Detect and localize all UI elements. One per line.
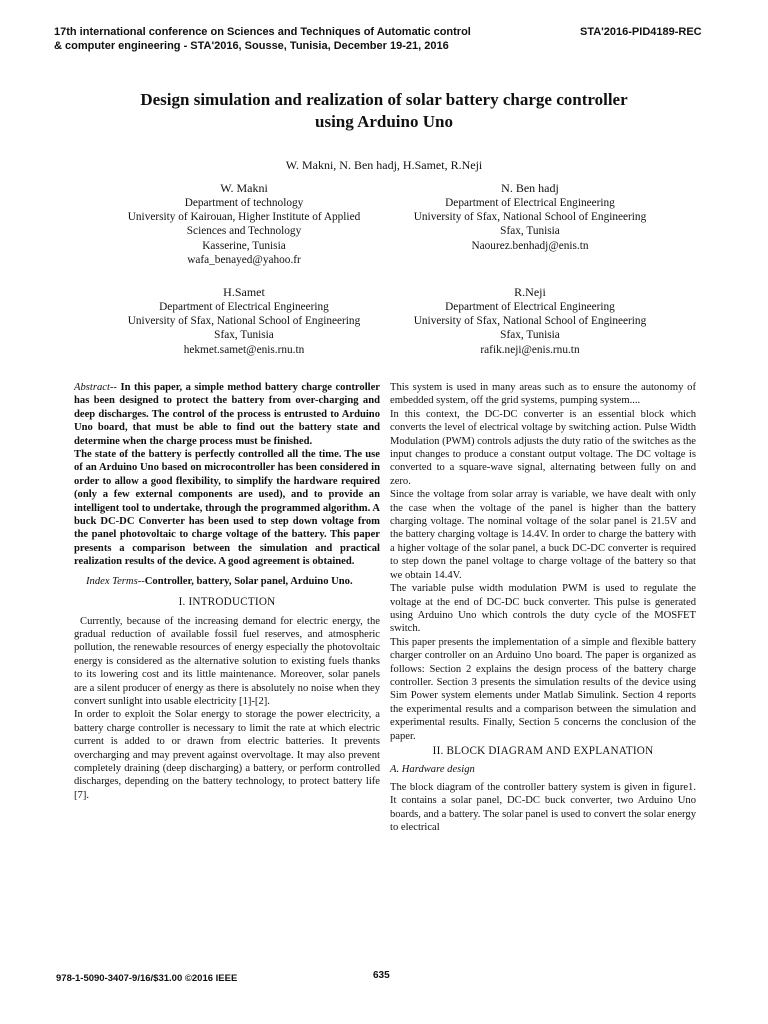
affiliation-samet [89, 284, 399, 357]
index-terms-text: Controller, battery, Solar panel, Arduino Uno. [144, 575, 353, 587]
affiliation-neji [375, 284, 685, 357]
right-column [390, 381, 696, 834]
affiliation-line: Sciences and Technology [186, 225, 302, 238]
abstract-paragraph [74, 381, 380, 448]
paper-title [60, 89, 708, 133]
author-email: rafik.neji@enis.rnu.tn [480, 343, 580, 356]
body-paragraph-3: Since the voltage from solar array is variable, we have dealt with only the case when the voltage of the panel is higher than the battery charging voltage. The nominal voltage of the solar panel is 21.5V and the battery charging voltage is 14.4V. In order to charge the battery with a higher voltage of the solar panel, a buck DC-DC converter is required to step down the panel voltage to charge voltage of the battery so that we obtain 14.4V. [390, 489, 696, 581]
section-heading-block-diagram: II. BLOCK DIAGRAM AND EXPLANATION [432, 744, 654, 757]
hardware-paragraph-1: The block diagram of the controller battery system is given in figure1. It contains a solar panel, DC-DC buck converter, two Arduino Uno boards, and a battery. The solar panel is used to convert the solar energy to electrical [390, 781, 696, 833]
author-name: N. Ben hadj [501, 181, 559, 195]
index-terms-label: Index Terms-- [86, 575, 145, 587]
index-terms [74, 575, 380, 588]
affiliation-line: University of Sfax, National School of Engineering [413, 315, 647, 328]
paper-id: STA'2016-PID4189-REC [580, 26, 702, 38]
affiliation-line: Department of Electrical Engineering [159, 301, 329, 313]
affiliation-benhadj [375, 180, 685, 253]
body-paragraph-5: This paper presents the implementation of a simple and flexible battery charger controller on an Arduino Uno board. The paper is organized as follows: Section 2 explains the design process of the battery charge controller. Section 3 presents the simulation results of the device using Sim Power system elements under Matlab Simulink. Section 4 reports the experimental results and a comparison between the simulation and experimental results. Finally, Section 5 concerns the conclusion of the paper. [390, 636, 696, 742]
conference-line-2: & computer engineering - STA'2016, Sousse, Tunisia, December 19-21, 2016 [54, 40, 449, 52]
page-number: 635 [373, 970, 390, 981]
body-paragraph-4: The variable pulse width modulation PWM is used to regulate the voltage at the end of DC-DC buck converter. This pulse is generated using Arduino Uno which controls the duty cycle of the MOSFET switch. [390, 583, 696, 635]
affiliation-line: Department of Electrical Engineering [445, 301, 615, 313]
affiliation-makni [89, 180, 399, 267]
conference-header [54, 25, 594, 53]
affiliation-line: Sfax, Tunisia [500, 225, 560, 238]
author-email: Naourez.benhadj@enis.tn [471, 239, 589, 252]
left-column [74, 381, 380, 802]
title-line-1: Design simulation and realization of solar battery charge controller [140, 90, 628, 109]
affiliation-line: University of Kairouan, Higher Institute of Applied [127, 211, 361, 224]
affiliation-line: Sfax, Tunisia [500, 329, 560, 342]
affiliation-line: Department of technology [184, 197, 304, 209]
subsection-heading-hardware: A. Hardware design [390, 764, 475, 776]
intro-paragraph-2: In order to exploit the Solar energy to storage the power electricity, a battery charge controller is necessary to limit the rate at which electric current is added to or drawn from electric batteries. It prevents overcharging and may prevent against overvoltage. It may also prevent completely draining (deep discharging) a battery, or perform controlled discharges, depending on the battery technology, to protect battery life [7]. [74, 709, 380, 801]
intro-paragraph-1: Currently, because of the increasing demand for electric energy, the gradual reduction of available fossil fuel reserves, and atmospheric pollution, the renewable resources of energy especially the photovoltaic energy is considered as the alternative solution to existing fuels thanks to its lowering cost and its little maintenance. Moreover, solar panels are a silent producer of energy as there is absolutely no noise when they convert sunlight into usable electricity [1]-[2]. [74, 615, 380, 707]
affiliation-line: Department of Electrical Engineering [445, 197, 615, 209]
section-heading-introduction: I. INTRODUCTION [178, 596, 276, 609]
author-name: H.Samet [223, 285, 265, 299]
body-paragraph-1: This system is used in many areas such as to ensure the autonomy of embedded system, off the grid systems, pumping system.... [390, 382, 696, 407]
footer-isbn: 978-1-5090-3407-9/16/$31.00 ©2016 IEEE [56, 973, 238, 984]
affiliation-line: University of Sfax, National School of Engineering [127, 315, 361, 328]
abstract-text-2: The state of the battery is perfectly controlled all the time. The use of an Arduino Uno based on microcontroller has been considered in order to allow a good flexibility, to simplify the hardware required (only a few external components are used), and to provide an intelligent tool to undertake, through the programmed algorithm. A buck DC-DC Converter has been used to step down voltage from the panel photovoltaic to charge voltage of the battery. This paper presents a comparison between the simulation and practical realization results of the device. A good agreement is obtained. [74, 449, 380, 568]
conference-line-1: 17th international conference on Sciences and Techniques of Automatic control [54, 26, 471, 38]
body-paragraph-2: In this context, the DC-DC converter is an essential block which converts the level of electrical voltage by switching action. Pulse Width Modulation (PWM) controls adjusts the duty ratio of the switches as the input changes to produce a constant output voltage. The DC voltage is converted to a square-wave signal, alternating between fully on and zero. [390, 408, 696, 487]
title-line-2: using Arduino Uno [315, 112, 453, 131]
author-email: hekmet.samet@enis.rnu.tn [183, 343, 305, 356]
author-name: W. Makni [220, 181, 268, 195]
abstract-label: Abstract-- [74, 382, 117, 393]
abstract-text: In this paper, a simple method battery charge controller has been designed to protect the battery from over-charging and deep discharges. The control of the process is entrusted to Arduino Uno board, that must be able to find out the battery state and determine when the charge process must be finished. [74, 382, 380, 447]
authors-line: W. Makni, N. Ben hadj, H.Samet, R.Neji [285, 158, 483, 172]
affiliation-line: Kasserine, Tunisia [202, 239, 286, 252]
affiliation-line: Sfax, Tunisia [214, 329, 274, 342]
author-email: wafa_benayed@yahoo.fr [187, 253, 301, 266]
affiliation-line: University of Sfax, National School of Engineering [413, 211, 647, 224]
author-name: R.Neji [514, 285, 546, 299]
abstract-paragraph-2 [74, 448, 380, 569]
